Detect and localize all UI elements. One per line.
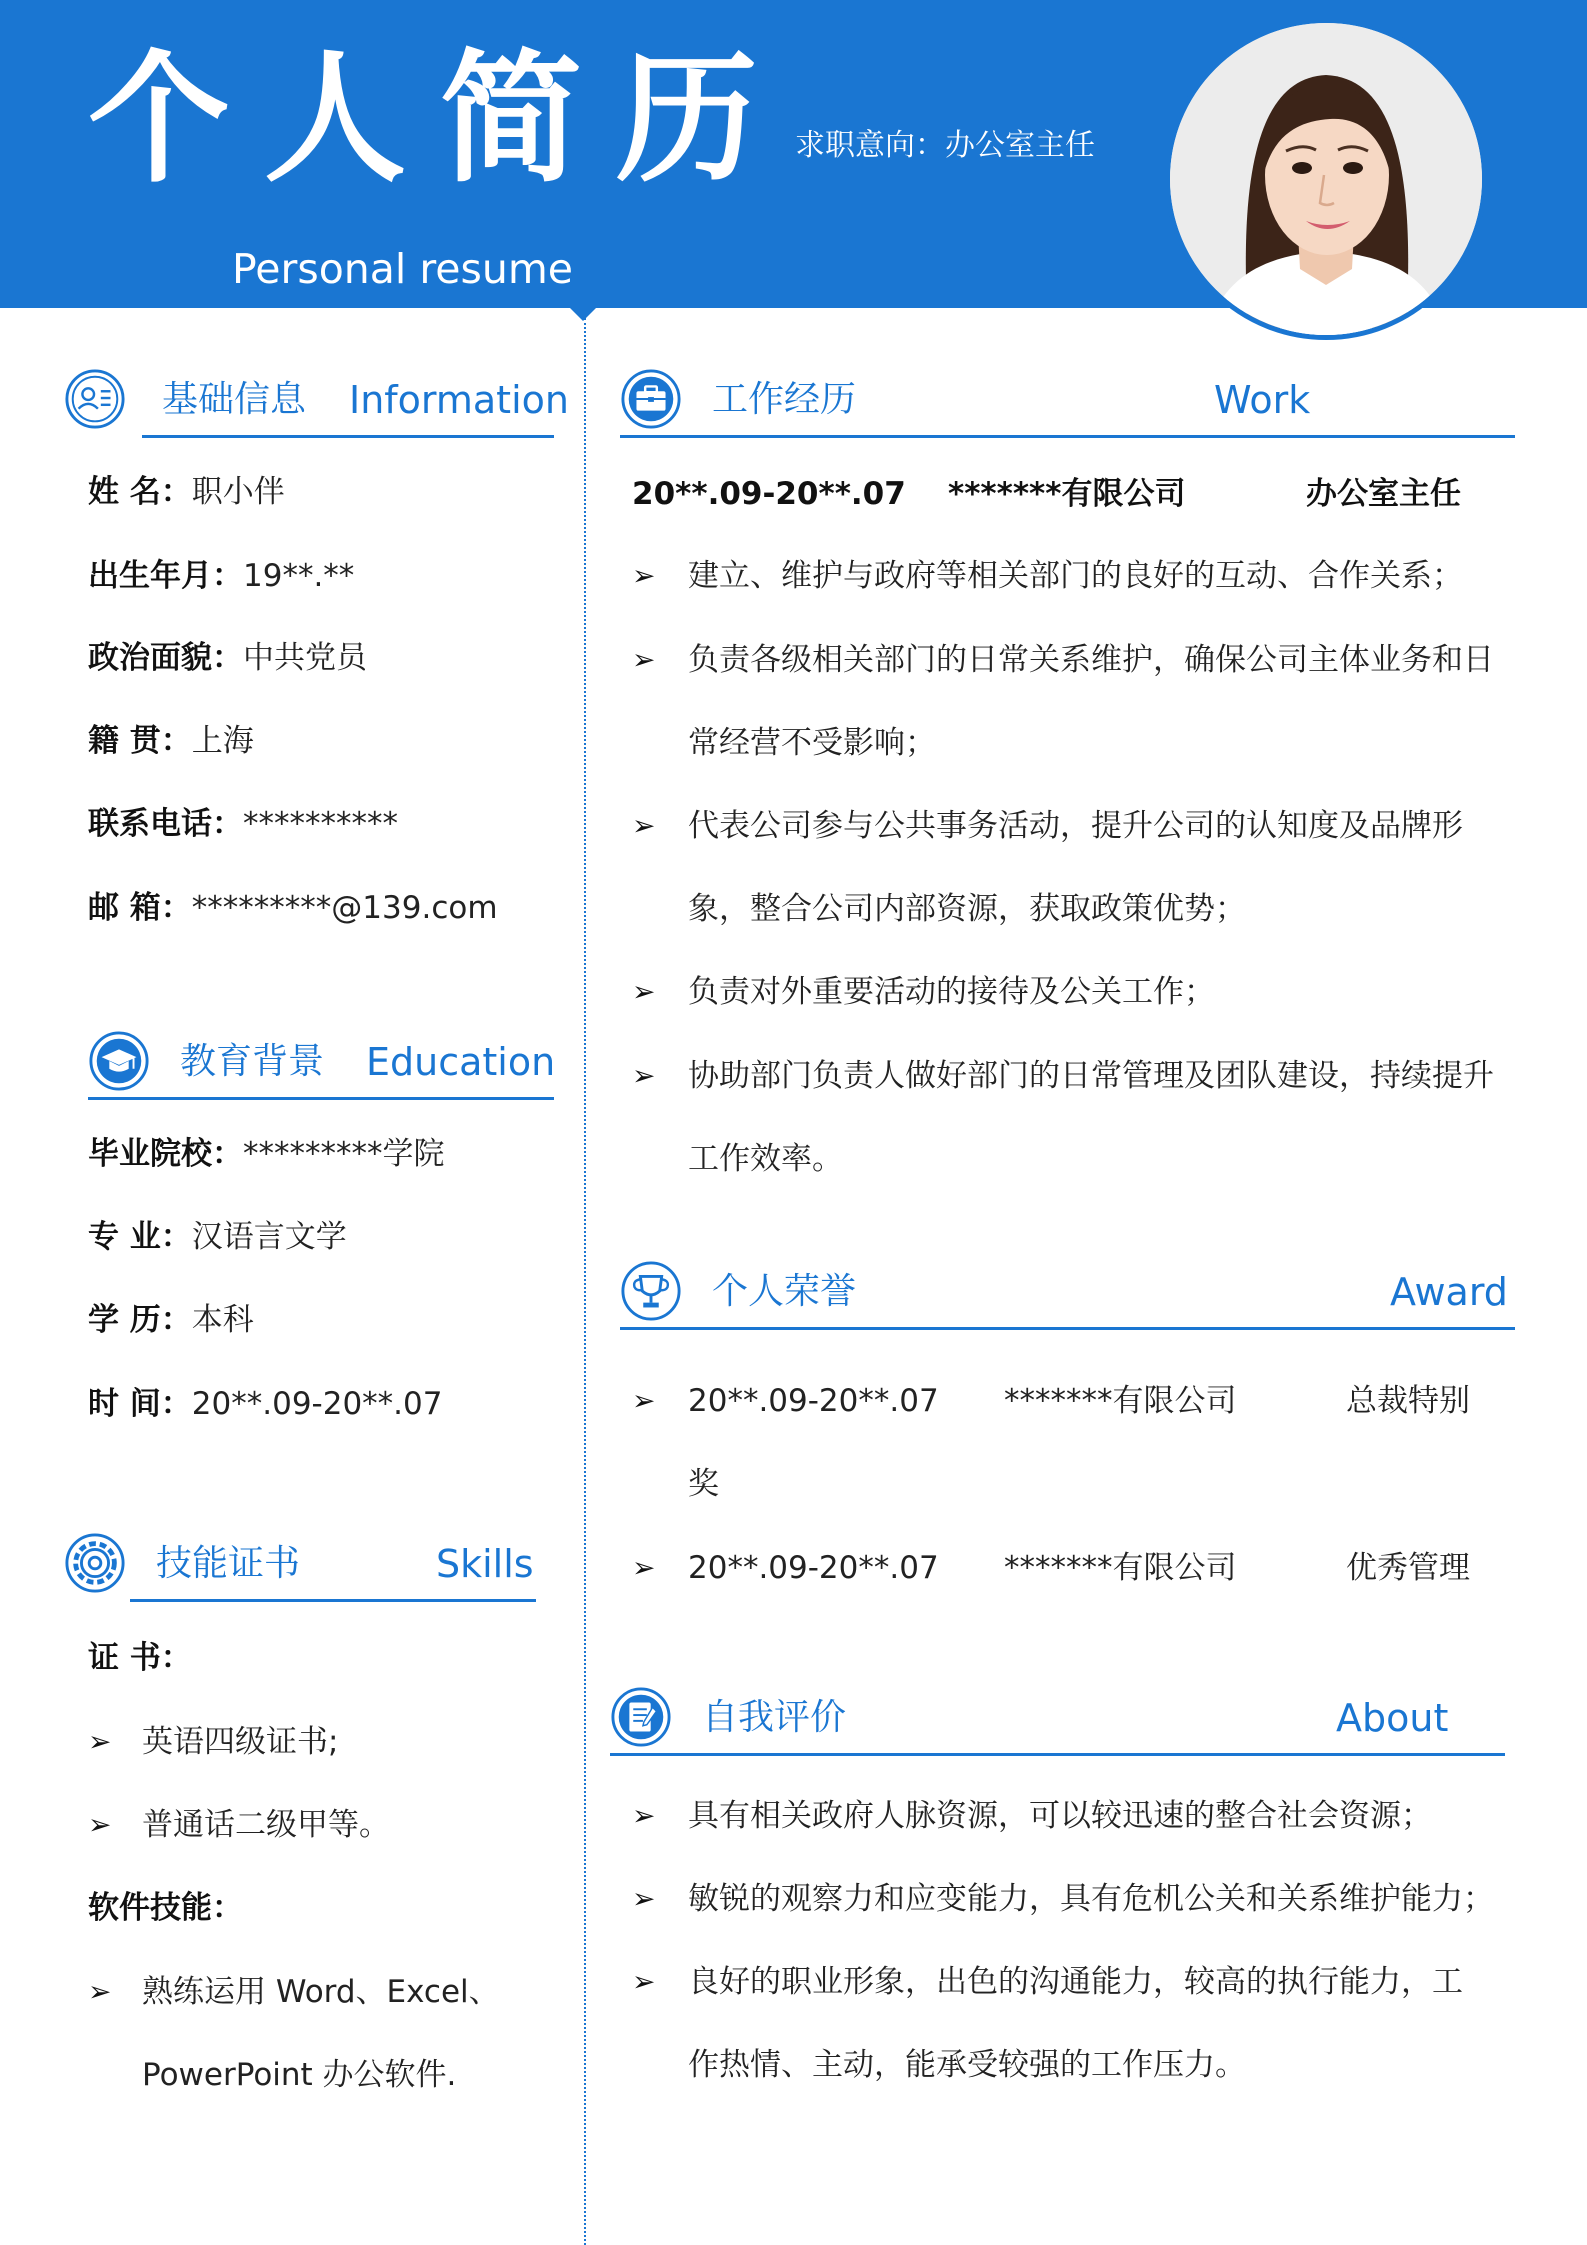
column-divider	[584, 318, 586, 2245]
award-period: 20**.09-20**.07	[688, 1550, 939, 1586]
profile-photo	[1165, 18, 1487, 340]
edu-row-school	[88, 1134, 445, 1174]
briefcase-icon	[620, 368, 682, 430]
edu-value: 20**.09-20**.07	[191, 1386, 443, 1422]
section-underline	[130, 1599, 536, 1602]
bullet-arrow-icon: ➢	[88, 1975, 112, 2008]
bullet-arrow-icon: ➢	[632, 1384, 656, 1417]
section-title-cn: 个人荣誉	[712, 1271, 857, 1312]
bullet-arrow-icon: ➢	[632, 975, 656, 1008]
bullet-text: 负责各级相关部门的日常关系维护，确保公司主体业务和日	[688, 642, 1494, 678]
section-underline	[142, 435, 554, 438]
info-label: 联系电话：	[88, 806, 243, 842]
section-title-cn: 工作经历	[712, 379, 857, 420]
info-value: 19**.**	[243, 558, 355, 594]
about-item-cont: 作热情、主动，能承受较强的工作压力。	[688, 2047, 1246, 2083]
section-title-cn: 自我评价	[702, 1697, 847, 1738]
bullet-text: 敏锐的观察力和应变能力，具有危机公关和关系维护能力；	[688, 1881, 1494, 1917]
bullet-text: 英语四级证书;	[142, 1724, 339, 1760]
edu-label: 时 间：	[88, 1386, 192, 1422]
skills-label: 软件技能：	[88, 1890, 243, 1926]
section-title-cn: 教育背景	[180, 1041, 325, 1082]
job-intent-label: 求职意向：	[795, 128, 945, 163]
award-company: *******有限公司	[1004, 1550, 1237, 1586]
bullet-arrow-icon: ➢	[632, 809, 656, 842]
work-duty-cont: 常经营不受影响；	[688, 725, 936, 761]
edu-label: 学 历：	[88, 1302, 192, 1338]
info-label: 政治面貌：	[88, 640, 243, 676]
info-row-email	[88, 888, 498, 928]
award-name: 总裁特别	[1346, 1383, 1470, 1419]
section-title-cn: 技能证书	[156, 1543, 301, 1584]
work-period	[632, 474, 906, 514]
bullet-arrow-icon: ➢	[632, 1059, 656, 1092]
work-company-text: *******有限公司	[948, 476, 1186, 512]
section-header-info	[64, 368, 569, 438]
section-title-en: Information	[349, 378, 569, 422]
graduation-cap-icon	[88, 1030, 150, 1092]
work-company	[948, 474, 1185, 514]
edu-label: 专 业：	[88, 1219, 192, 1255]
bullet-arrow-icon: ➢	[632, 643, 656, 676]
section-title-en: Work	[1214, 378, 1311, 422]
bullet-text: 协助部门负责人做好部门的日常管理及团队建设，持续提升	[688, 1058, 1494, 1094]
section-header-work	[620, 368, 1515, 438]
section-header-skills	[64, 1532, 536, 1602]
section-title-en: Education	[366, 1040, 556, 1084]
info-row-native	[88, 721, 254, 761]
bullet-text: 熟练运用 Word、Excel、	[142, 1974, 500, 2010]
info-label: 姓 名：	[88, 474, 192, 510]
skills-label: 证 书：	[88, 1640, 192, 1676]
info-row-birth	[88, 556, 354, 596]
section-underline	[620, 1327, 1515, 1330]
info-value: *********@139.com	[191, 890, 498, 926]
edu-row-degree	[88, 1300, 254, 1340]
edu-value: *********学院	[243, 1136, 445, 1172]
award-company: *******有限公司	[1004, 1383, 1237, 1419]
info-label: 籍 贯：	[88, 723, 192, 759]
bullet-arrow-icon: ➢	[632, 1799, 656, 1832]
section-header-edu	[88, 1030, 554, 1100]
section-header-award	[620, 1260, 1515, 1330]
info-label: 出生年月：	[88, 558, 243, 594]
job-intent-value: 办公室主任	[945, 128, 1095, 163]
header-notch	[568, 306, 598, 321]
bullet-text: 普通话二级甲等。	[142, 1807, 390, 1843]
award-period: 20**.09-20**.07	[688, 1383, 939, 1419]
work-position	[1306, 474, 1461, 514]
section-underline	[88, 1097, 554, 1100]
bullet-arrow-icon: ➢	[632, 1882, 656, 1915]
skills-cert-label	[88, 1638, 192, 1678]
skills-software-cont: PowerPoint 办公软件.	[142, 2057, 457, 2093]
edu-value: 汉语言文学	[191, 1219, 347, 1255]
work-position-text: 办公室主任	[1306, 476, 1461, 512]
work-period-text: 20**.09-20**.07	[632, 476, 906, 512]
trophy-icon	[620, 1260, 682, 1322]
id-card-icon	[64, 368, 126, 430]
info-row-politics	[88, 638, 367, 678]
info-row-phone	[88, 804, 398, 844]
work-duty-cont: 象，整合公司内部资源，获取政策优势；	[688, 891, 1246, 927]
page-title: 个人简历	[88, 37, 792, 202]
section-underline	[610, 1753, 1505, 1756]
skills-software-label	[88, 1888, 243, 1928]
section-header-about	[610, 1686, 1505, 1756]
bullet-text: 代表公司参与公共事务活动，提升公司的认知度及品牌形	[688, 808, 1463, 844]
page-subtitle: Personal resume	[232, 245, 574, 293]
bullet-arrow-icon: ➢	[88, 1808, 112, 1841]
award-item-cont: 奖	[688, 1466, 719, 1502]
edu-row-major	[88, 1217, 347, 1257]
info-row-name	[88, 472, 285, 512]
section-title-en: Award	[1390, 1270, 1508, 1314]
bullet-arrow-icon: ➢	[632, 1551, 656, 1584]
gear-icon	[64, 1532, 126, 1594]
info-value: 上海	[191, 723, 254, 759]
section-underline	[620, 435, 1515, 438]
info-value: 职小伴	[191, 474, 285, 510]
bullet-arrow-icon: ➢	[632, 559, 656, 592]
bullet-text: 具有相关政府人脉资源，可以较迅速的整合社会资源；	[688, 1798, 1432, 1834]
info-label: 邮 箱：	[88, 890, 192, 926]
portrait-illustration	[1170, 23, 1482, 335]
work-duty-cont: 工作效率。	[688, 1141, 843, 1177]
bullet-text: 良好的职业形象，出色的沟通能力，较高的执行能力，工	[688, 1964, 1463, 2000]
notepad-icon	[610, 1686, 672, 1748]
edu-value: 本科	[191, 1302, 254, 1338]
bullet-arrow-icon: ➢	[632, 1965, 656, 1998]
bullet-text: 建立、维护与政府等相关部门的良好的互动、合作关系；	[688, 558, 1463, 594]
info-value: **********	[243, 806, 398, 842]
section-title-en: About	[1336, 1696, 1449, 1740]
section-title-cn: 基础信息	[162, 379, 307, 420]
info-value: 中共党员	[243, 640, 367, 676]
edu-row-time	[88, 1384, 442, 1424]
bullet-text: 负责对外重要活动的接待及公关工作；	[688, 974, 1215, 1010]
edu-label: 毕业院校：	[88, 1136, 243, 1172]
section-title-en: Skills	[436, 1542, 534, 1586]
bullet-arrow-icon: ➢	[88, 1725, 112, 1758]
job-intent	[795, 126, 1095, 166]
award-name: 优秀管理	[1346, 1550, 1470, 1586]
